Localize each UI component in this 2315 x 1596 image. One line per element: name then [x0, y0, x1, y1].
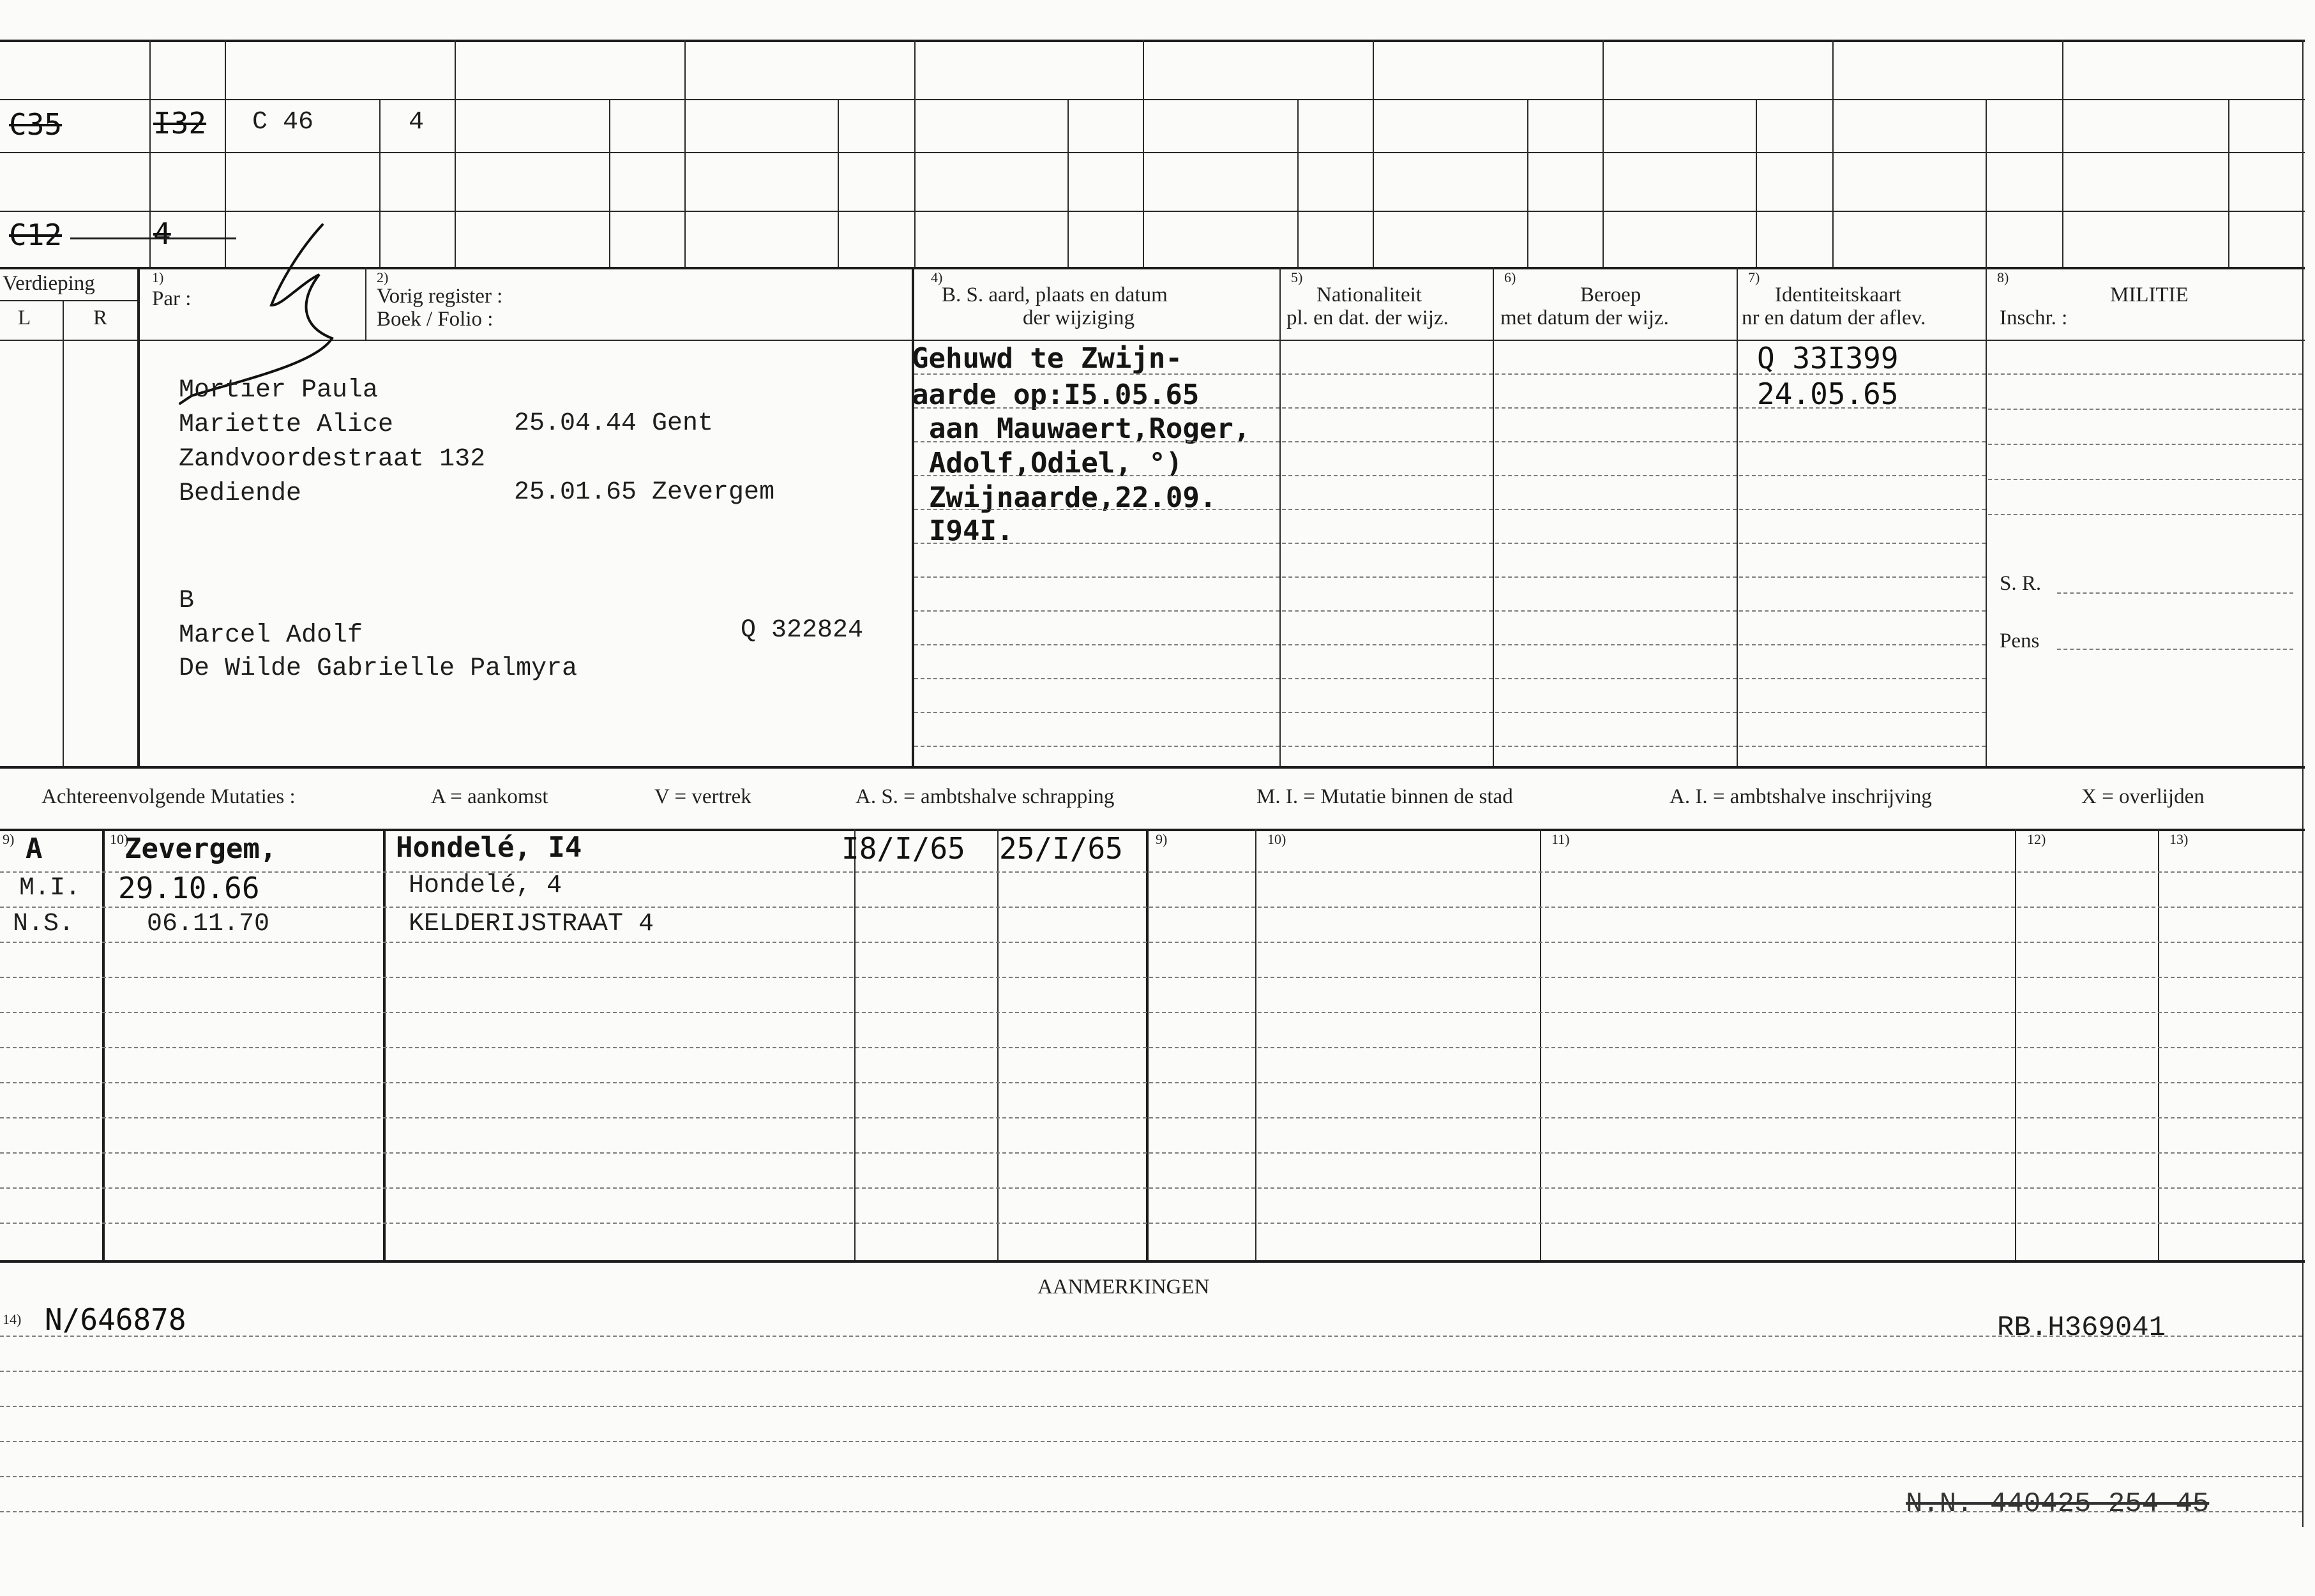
- dotted-rule: [0, 1187, 2302, 1189]
- footnote-13: 13): [2169, 831, 2189, 847]
- dotted-rule: [1282, 576, 1493, 578]
- dotted-rule: [0, 1406, 2302, 1407]
- top-code: 4: [409, 108, 425, 137]
- mutation-place: Zevergem,: [124, 832, 277, 865]
- legend-as: A. S. = ambtshalve schrapping: [856, 785, 1115, 808]
- dotted-rule: [914, 441, 1279, 442]
- identiteitskaart-sub: nr en datum der aflev.: [1742, 306, 1926, 329]
- person-occupation: Bediende: [179, 479, 302, 508]
- dotted-rule: [1739, 678, 1986, 679]
- dotted-rule: [1988, 514, 2302, 515]
- dotted-rule: [0, 1371, 2302, 1372]
- dotted-rule: [914, 373, 1279, 375]
- mutation-type: M.I.: [19, 874, 81, 903]
- dotted-rule: [1988, 409, 2302, 410]
- dotted-rule: [914, 644, 1279, 645]
- dotted-rule: [1495, 678, 1737, 679]
- dotted-rule: [1739, 712, 1986, 713]
- top-code: C 46: [252, 108, 314, 137]
- dotted-rule: [914, 407, 1279, 409]
- dotted-rule: [0, 977, 2302, 978]
- legend-mi: M. I. = Mutatie binnen de stad: [1256, 785, 1513, 808]
- mutation-date: 06.11.70: [147, 910, 270, 938]
- dotted-rule: [1282, 746, 1493, 747]
- vorig-register-label: Vorig register :: [377, 285, 503, 308]
- bs-header-line2: der wijziging: [1023, 306, 1135, 329]
- mutation-address: KELDERIJSTRAAT 4: [409, 910, 654, 938]
- dotted-rule: [1282, 610, 1493, 612]
- dotted-rule: [914, 678, 1279, 679]
- dotted-rule: [1988, 444, 2302, 445]
- dotted-rule: [1495, 441, 1737, 442]
- dotted-rule: [0, 942, 2302, 943]
- dotted-rule: [1739, 509, 1986, 510]
- dotted-rule: [1739, 475, 1986, 476]
- dotted-rule: [1495, 543, 1737, 544]
- remarks-rb: RB.H369041: [1997, 1312, 2166, 1344]
- mutation-type: N.S.: [13, 910, 75, 938]
- pens-label: Pens: [2000, 629, 2040, 652]
- boek-folio-label: Boek / Folio :: [377, 308, 494, 331]
- footnote-14: 14): [3, 1311, 22, 1327]
- identiteitskaart-header: Identiteitskaart: [1775, 283, 1901, 306]
- footnote-5: 5): [1291, 269, 1303, 285]
- footnote-2: 2): [377, 269, 389, 285]
- person-b-marker: B: [179, 587, 195, 615]
- id-card-number: Q 33I399: [1757, 341, 1899, 375]
- dotted-rule: [0, 1476, 2302, 1477]
- footnote-4: 4): [931, 269, 943, 285]
- militie-header: MILITIE: [2110, 283, 2189, 306]
- mutation-address: Hondelé, 4: [409, 871, 562, 900]
- dotted-rule: [0, 907, 2302, 908]
- dotted-rule: [1282, 441, 1493, 442]
- footnote-10: 10): [110, 831, 129, 847]
- top-code: C35: [9, 107, 63, 142]
- dotted-rule: [0, 871, 2302, 873]
- nationaliteit-header: Nationaliteit: [1316, 283, 1422, 306]
- father-name: Marcel Adolf: [179, 621, 363, 650]
- national-number: N.N. 440425 254 45: [1906, 1488, 2210, 1520]
- footnote-1: 1): [152, 269, 164, 285]
- civil-status-line: aan Mauwaert,Roger,: [929, 412, 1251, 445]
- person-birth: 25.04.44 Gent: [514, 409, 714, 438]
- dotted-rule: [1988, 373, 2302, 375]
- father-id: Q 322824: [741, 616, 864, 645]
- beroep-header: Beroep: [1580, 283, 1641, 306]
- civil-status-line: aarde op:I5.05.65: [912, 379, 1200, 411]
- mutations-legend-title: Achtereenvolgende Mutaties :: [41, 785, 296, 808]
- dotted-rule: [0, 1117, 2302, 1118]
- footnote-12: 12): [2027, 831, 2046, 847]
- person-address: Zandvoordestraat 132: [179, 445, 486, 474]
- footnote-7: 7): [1748, 269, 1760, 285]
- dotted-rule: [1495, 509, 1737, 510]
- dotted-rule: [914, 610, 1279, 612]
- dotted-rule: [1988, 479, 2302, 480]
- dotted-rule: [1495, 610, 1737, 612]
- nationaliteit-sub: pl. en dat. der wijz.: [1286, 306, 1449, 329]
- top-code: I32: [153, 106, 207, 140]
- l-label: L: [18, 306, 31, 329]
- dotted-rule: [1739, 441, 1986, 442]
- legend-ai: A. I. = ambtshalve inschrijving: [1670, 785, 1932, 808]
- dotted-rule: [0, 1336, 2302, 1337]
- top-code: 4: [153, 216, 171, 251]
- dotted-rule: [914, 475, 1279, 476]
- dotted-rule: [1739, 644, 1986, 645]
- remarks-title: AANMERKINGEN: [1037, 1276, 1210, 1299]
- verdieping-label: Verdieping: [3, 272, 95, 295]
- mutation-type: A: [26, 832, 43, 865]
- civil-status-line: I94I.: [929, 515, 1014, 547]
- remarks-number: N/646878: [45, 1302, 186, 1337]
- dotted-rule: [0, 1511, 2302, 1512]
- footnote-11: 11): [1551, 831, 1570, 847]
- inschr-label: Inschr. :: [2000, 306, 2068, 329]
- footnote-6: 6): [1504, 269, 1516, 285]
- dotted-rule: [1739, 610, 1986, 612]
- footnote-9: 9): [3, 831, 15, 847]
- civil-status-line: Gehuwd te Zwijn-: [912, 342, 1182, 375]
- civil-status-line: Zwijnaarde,22.09.: [929, 481, 1217, 514]
- top-code: C12: [9, 218, 63, 252]
- dotted-rule: [1282, 712, 1493, 713]
- dotted-rule: [1495, 746, 1737, 747]
- civil-status-line: Adolf,Odiel, °): [929, 447, 1183, 479]
- dotted-rule: [0, 1047, 2302, 1048]
- dotted-rule: [1495, 407, 1737, 409]
- dotted-rule: [1282, 509, 1493, 510]
- dotted-rule: [914, 576, 1279, 578]
- dotted-rule: [914, 746, 1279, 747]
- footnote-9b: 9): [1156, 831, 1168, 847]
- dotted-rule: [1739, 543, 1986, 544]
- dotted-rule: [0, 1441, 2302, 1442]
- par-label: Par :: [152, 287, 192, 310]
- dotted-rule: [1282, 373, 1493, 375]
- dotted-rule: [1282, 407, 1493, 409]
- dotted-rule: [1495, 644, 1737, 645]
- mutation-date: 25/I/65: [999, 831, 1123, 866]
- dotted-rule: [0, 1082, 2302, 1083]
- dotted-rule: [1739, 373, 1986, 375]
- person-name: Mortier Paula: [179, 376, 379, 405]
- dotted-rule: [914, 509, 1279, 510]
- footnote-8: 8): [1997, 269, 2009, 285]
- person-occupation-date: 25.01.65 Zevergem: [514, 478, 775, 507]
- footnote-10b: 10): [1267, 831, 1286, 847]
- dotted-rule: [0, 1152, 2302, 1154]
- dotted-rule: [1495, 475, 1737, 476]
- legend-v: V = vertrek: [654, 785, 751, 808]
- bs-header-line1: B. S. aard, plaats en datum: [942, 283, 1168, 306]
- dotted-rule: [1282, 543, 1493, 544]
- mutation-date: I8/I/65: [841, 831, 965, 866]
- legend-x: X = overlijden: [2081, 785, 2205, 808]
- r-label: R: [93, 306, 108, 329]
- dotted-rule: [1495, 712, 1737, 713]
- beroep-sub: met datum der wijz.: [1500, 306, 1669, 329]
- dotted-rule: [1739, 746, 1986, 747]
- person-given-names: Mariette Alice: [179, 410, 394, 439]
- dotted-rule: [914, 543, 1279, 544]
- dotted-rule: [0, 1012, 2302, 1013]
- mutation-date: 29.10.66: [118, 871, 260, 905]
- dotted-rule: [1282, 644, 1493, 645]
- dotted-rule: [914, 712, 1279, 713]
- dotted-rule: [1282, 678, 1493, 679]
- dotted-rule: [1282, 475, 1493, 476]
- dotted-rule: [1739, 407, 1986, 409]
- mother-name: De Wilde Gabrielle Palmyra: [179, 654, 578, 683]
- mutation-address: Hondelé, I4: [396, 831, 582, 864]
- dotted-rule: [1495, 576, 1737, 578]
- sr-label: S. R.: [2000, 572, 2042, 595]
- id-card-date: 24.05.65: [1757, 377, 1899, 411]
- dotted-rule: [0, 1223, 2302, 1224]
- dotted-rule: [1739, 576, 1986, 578]
- legend-a: A = aankomst: [431, 785, 548, 808]
- dotted-rule: [1495, 373, 1737, 375]
